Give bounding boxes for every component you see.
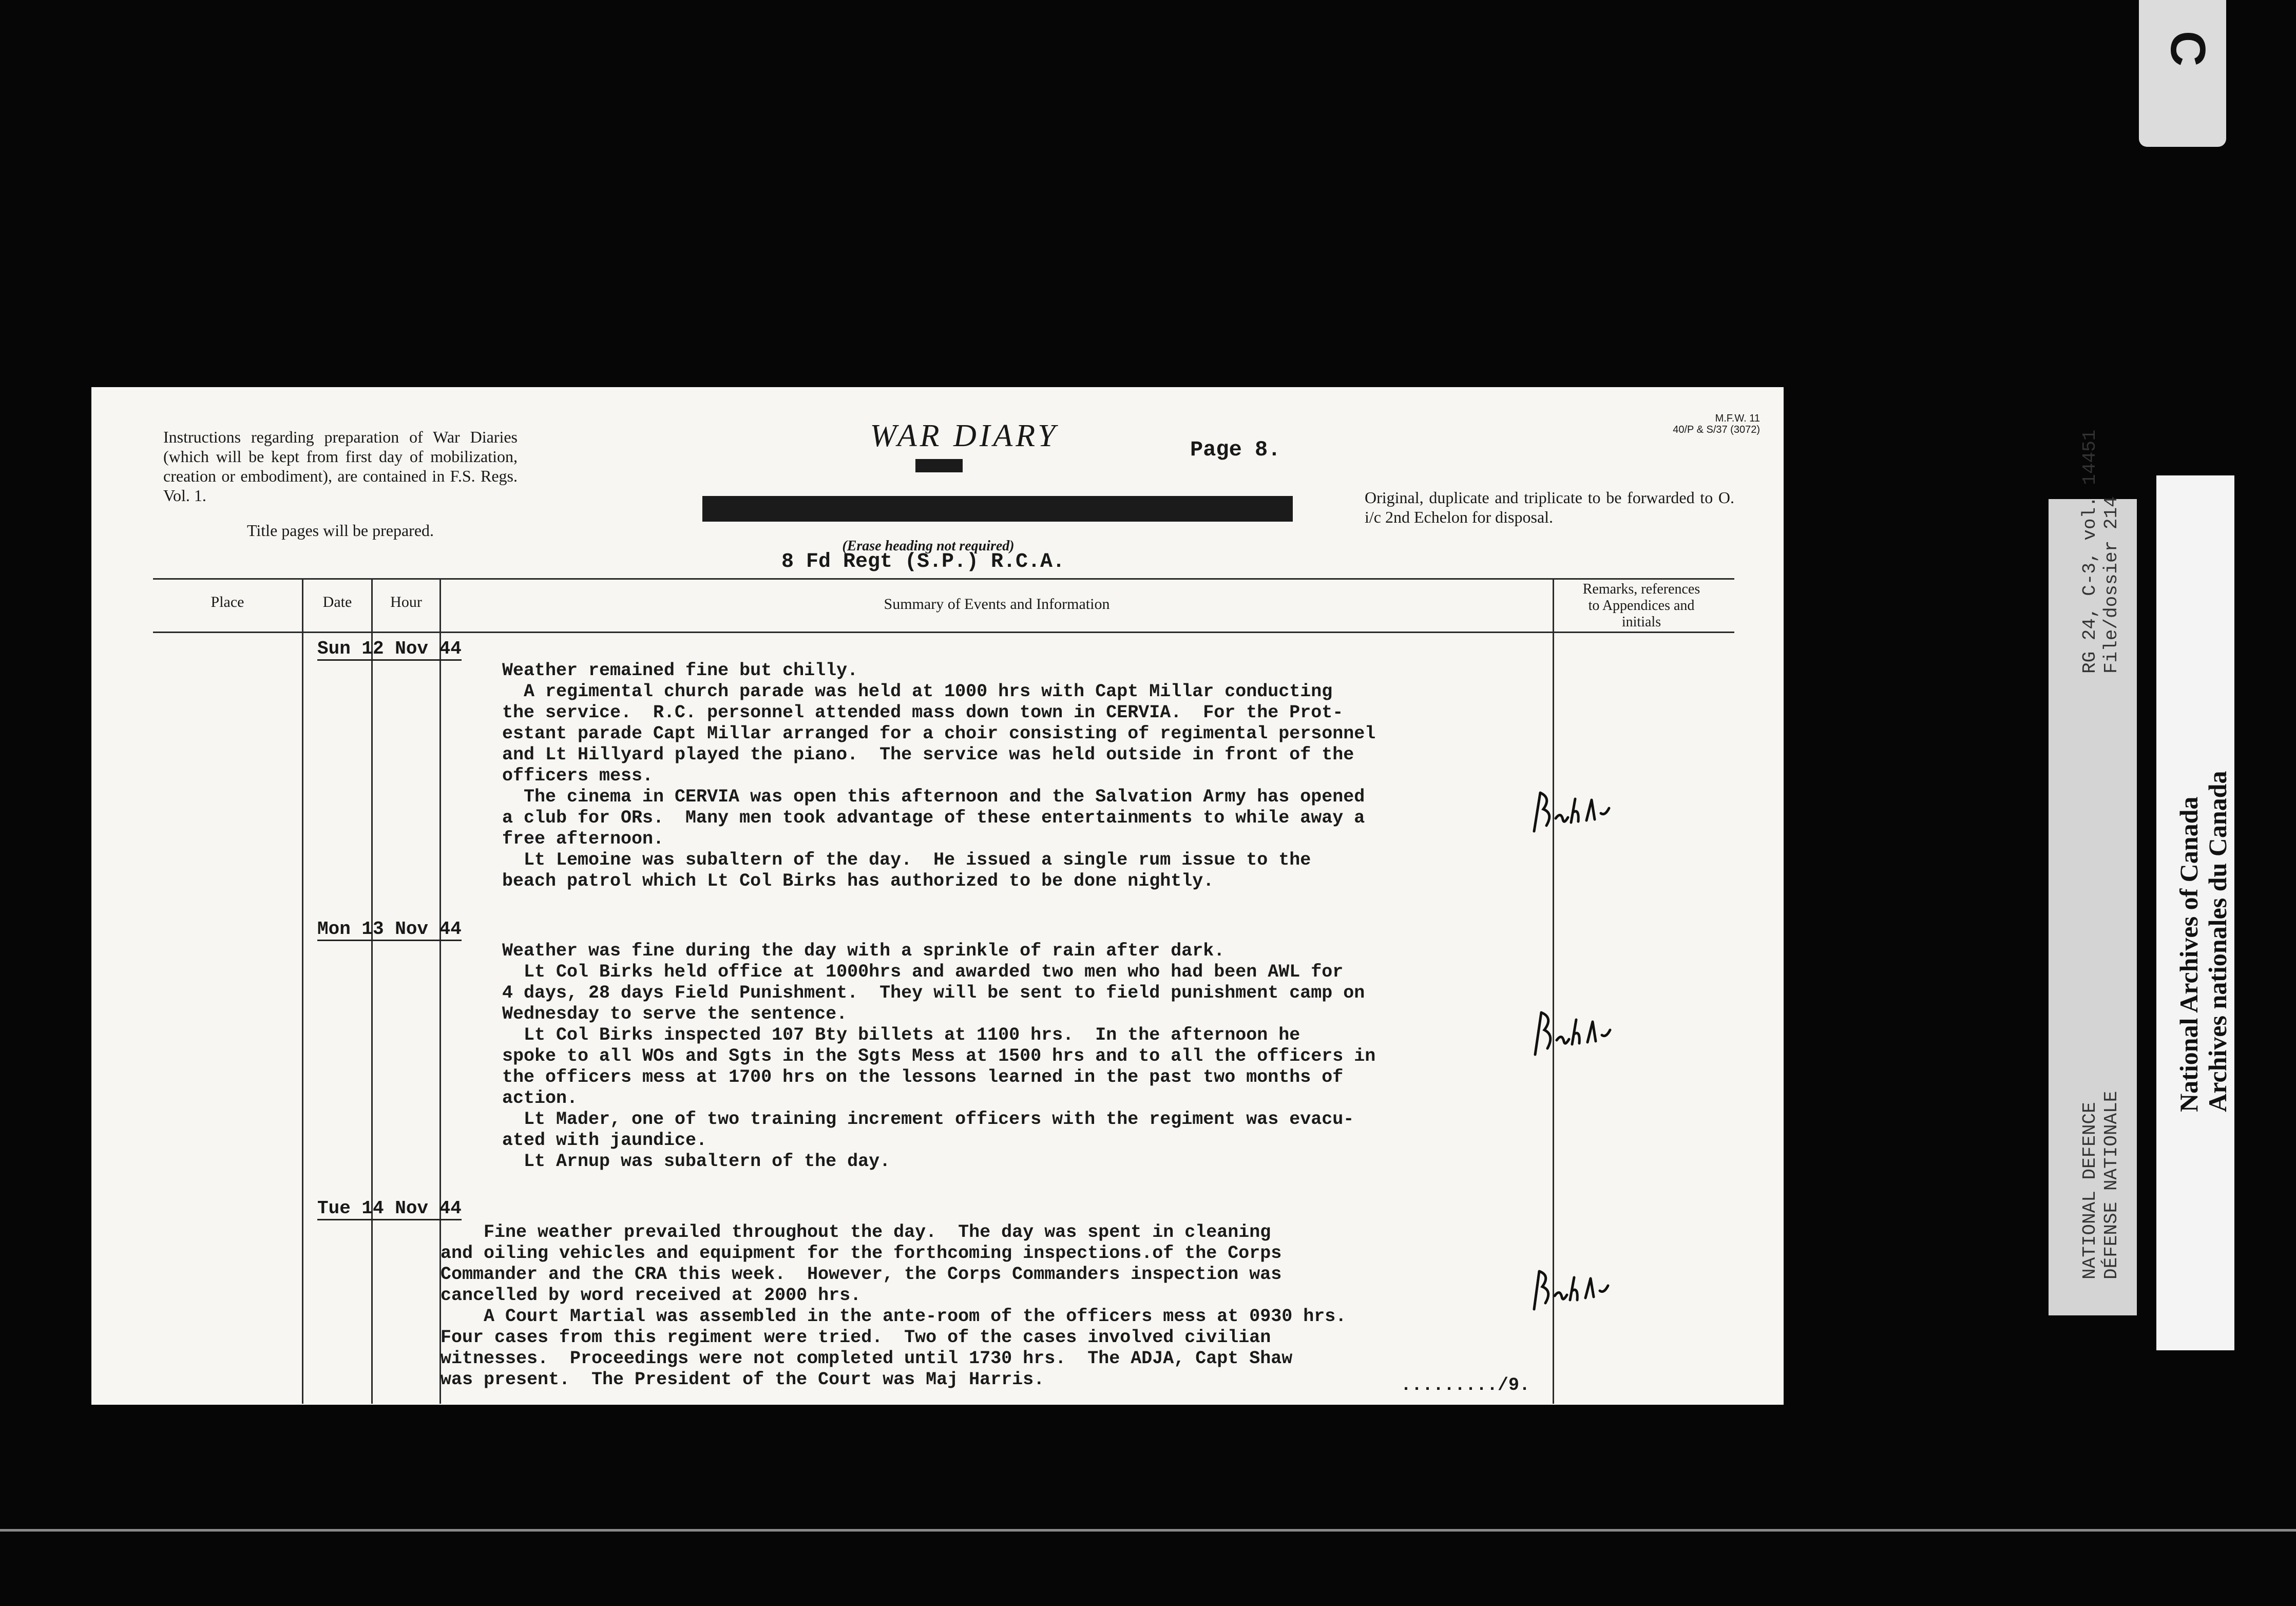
entry-text-sun-12: Weather remained fine but chilly. A regimental church parade was held at 1000 hrs with Capt Millar conducting the service. R.C. personnel attended mass down town in CERVIA. For the Prot- estant parade Capt Millar arranged for a choir consisting of regimental personnel and Lt Hillyard played the piano. The service was held outside in front of the officers mess. The cinema in CERVIA was open this afternoon and the Salvation Army has opened a club for ORs. Many men took advantage of these entertainments to while away a free afternoon. Lt Lemoine was subaltern of the day. He issued a single rum issue to the beach patrol which Lt Col Birks has authorized to be done nightly. [502, 660, 1376, 891]
table-top-rule [153, 578, 1734, 580]
film-mark: C [2160, 31, 2215, 67]
page-title: WAR DIARY [870, 418, 1059, 453]
distribution-note: Original, duplicate and triplicate to be forwarded to O. i/c 2nd Echelon for disposal. [1365, 488, 1734, 526]
continuation-marker: ........./9. [1401, 1375, 1530, 1395]
column-remarks [1554, 581, 1729, 630]
unit-name: 8 Fd Regt (S.P.) R.C.A. [781, 550, 1065, 573]
form-code-line-2: 40/P & S/37 (3072) [1673, 424, 1760, 435]
entry-date-mon-13: Mon 13 Nov 44 [317, 919, 462, 941]
archive-reference-label [2049, 429, 2137, 1315]
department-line-2: DÉFENSE NATIONALE [2101, 1091, 2122, 1279]
column-place: Place [211, 594, 244, 610]
reference-line-2: File/dossier 214 [2101, 496, 2122, 674]
entry-text-tue-14: Fine weather prevailed throughout the day. The day was spent in cleaning and oiling vehicles and equipment for the forthcoming inspections.of the Corps Commander and the CRA this week. However, the Corps Commanders inspection was cancelled by word received at 2000 hrs. A Court Martial was assembled in the ante-room of the officers mess at 0930 hrs. Four cases from this regiment were tried. Two of the cases involved civilian witnesses. Proceedings were not completed until 1730 hrs. The ADJA, Capt Shaw was present. The President of the Court was Maj Harris. [441, 1222, 1347, 1390]
column-remarks-line-2: to Appendices and [1588, 598, 1695, 614]
column-summary: Summary of Events and Information [884, 596, 1110, 613]
entry-date-sun-12: Sun 12 Nov 44 [317, 639, 462, 661]
column-remarks-line-3: initials [1621, 614, 1661, 630]
erased-heading-bar [702, 496, 1293, 522]
handwritten-initials-2 [1529, 1003, 1621, 1060]
page-number: Page 8. [1190, 437, 1281, 462]
column-date: Date [322, 594, 352, 610]
film-edge-line [0, 1529, 2296, 1532]
place-date-divider [302, 578, 303, 1404]
date-hour-divider [371, 578, 373, 1404]
institution-english: National Archives of Canada [2174, 796, 2203, 1112]
form-code-line-1: M.F.W. 11 [1715, 413, 1760, 424]
erase-heading-note: (Erase heading not required) [842, 538, 1015, 554]
film-frame-tab [2139, 0, 2226, 147]
entry-text-mon-13: Weather was fine during the day with a sprinkle of rain after dark. Lt Col Birks held office at 1000hrs and awarded two men who had been AWL for 4 days, 28 days Field Punishment. They will be sent to field punishment camp on Wednesday to serve the sentence. Lt Col Birks inspected 107 Bty billets at 1100 hrs. In the afternoon he spoke to all WOs and Sgts in the Sgts Mess at 1500 hrs and to all the officers in the officers mess at 1700 hrs on the lessons learned in the past two months of action. Lt Mader, one of two training increment officers with the regiment was evacu- ated with jaundice. Lt Arnup was subaltern of the day. [502, 941, 1376, 1172]
column-hour: Hour [390, 594, 422, 610]
form-code [1606, 413, 1760, 435]
handwritten-initials-3 [1529, 1260, 1621, 1316]
title-pages-note: Title pages will be prepared. [246, 521, 434, 540]
column-remarks-line-1: Remarks, references [1582, 581, 1700, 597]
war-diary-page [91, 387, 1784, 1405]
table-header-rule [153, 632, 1734, 633]
instructions-text: Instructions regarding preparation of War Diaries (which will be kept from first day of mobilization, creation or embodiment), are contained in F.S. Regs. Vol. 1. [163, 428, 518, 505]
department-line-1: NATIONAL DEFENCE [2079, 1102, 2100, 1279]
entry-date-tue-14: Tue 14 Nov 44 [317, 1198, 462, 1220]
national-archives-card [2156, 475, 2234, 1350]
handwritten-initials-1 [1529, 782, 1621, 839]
institution-french: Archives nationales du Canada [2203, 771, 2232, 1112]
erased-heading-mark [915, 459, 963, 472]
instructions-block [163, 427, 518, 540]
reference-line-1: RG 24, C-3, vol. 14451 [2079, 429, 2100, 674]
